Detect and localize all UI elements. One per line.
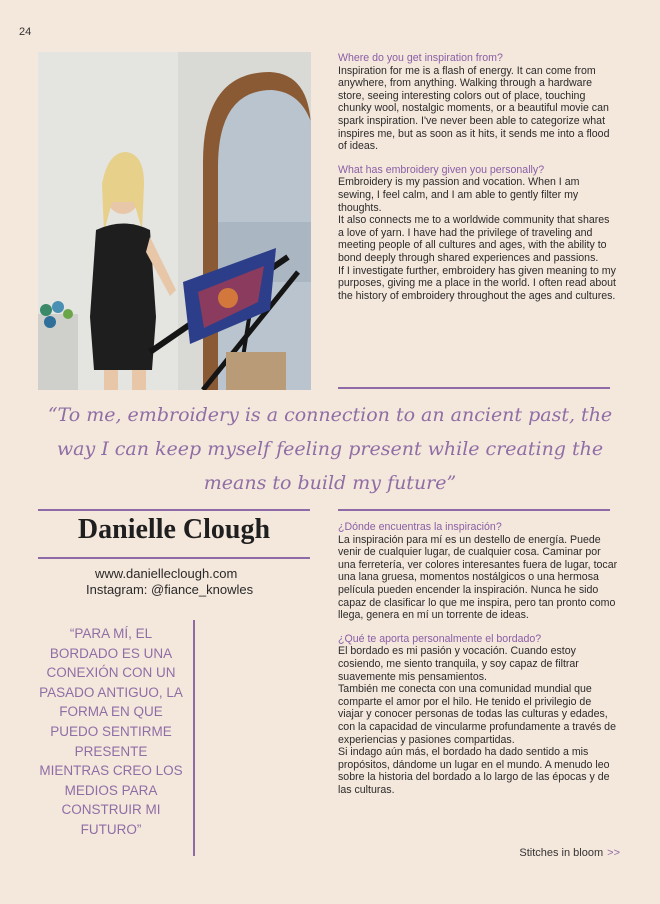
divider-spanish-top	[338, 509, 610, 511]
answer-embroidery-en-p1: Embroidery is my passion and vocation. When I am sewing, I feel calm, and I am able to gently filter my thoughts.	[338, 176, 580, 214]
answer-embroidery-es-p3: Si indago aún más, el bordado ha dado sentido a mis propósitos, dándome un lugar en el mundo. A menudo leo sobre la historia del bordado a lo largo de las épocas y de las culturas.	[338, 746, 610, 796]
divider-top	[338, 387, 610, 389]
question-inspiration-es: ¿Dónde encuentras la inspiración?	[338, 521, 502, 533]
footer-label: Stitches in bloom	[519, 847, 604, 859]
answer-embroidery-en-p3: If I investigate further, embroidery has given meaning to my purposes, giving me a place in the world. I often read about the history of embroidery throughout the ages and cultures.	[338, 264, 616, 302]
question-embroidery-en: What has embroidery given you personally?	[338, 163, 545, 176]
next-page-arrow-icon[interactable]: >>	[607, 847, 620, 859]
vertical-divider	[193, 620, 195, 856]
author-instagram[interactable]: Instagram: @fiance_knowles	[86, 582, 254, 597]
interview-spanish	[338, 521, 618, 796]
footer-section-label	[519, 847, 620, 859]
divider-name-bottom	[38, 557, 310, 559]
answer-inspiration-en: Inspiration for me is a flash of energy. It can come from anywhere, from anything. Walking through a hardware store, seeing interesting colors out of place, touching chunky wool, nostalgic moments, or a beautiful movie can spark inspiration. I've never been able to categorize what inspires me, but as soon as it hits, it sends me into a flood of ideas.	[338, 64, 610, 153]
question-inspiration-en: Where do you get inspiration from?	[338, 52, 503, 64]
author-name: Danielle Clough	[77, 514, 271, 545]
pull-quote-spanish: “PARA MÍ, EL BORDADO ES UNA CONEXIÓN CON UN PASADO ANTIGUO, LA FORMA EN QUE PUEDO SENTIRME PRESENTE MIENTRAS CREO LOS MEDIOS PARA CONSTRUIR MI FUTURO”	[39, 626, 183, 837]
answer-embroidery-es-p2: También me conecta con una comunidad mundial que comparte el amor por el hilo. He tenido el privilegio de viajar y conocer personas de todas las culturas y edades, con la capacidad de vincularme profundamente a través de experiencias y pasiones compartidas.	[338, 683, 616, 746]
interview-english	[338, 52, 618, 302]
answer-embroidery-en-p2: It also connects me to a worldwide community that shares a love of yarn. I have had the privilege of traveling and meeting people of all cultures and ages, with the ability to bond deeply through shared experiences and passions.	[338, 214, 610, 264]
answer-embroidery-es-p1: El bordado es mi pasión y vocación. Cuando estoy cosiendo, me siento tranquila, y soy capaz de filtrar suavemente mis pensamientos.	[338, 645, 579, 683]
answer-inspiration-es: La inspiración para mí es un destello de energía. Puede venir de cualquier lugar, de cualquier cosa. Caminar por una ferretería, ver colores interesantes fuera de lugar, tocar una lana gruesa, momentos nostálgicos o una hermosa película pueden encender la inspiración. Nunca he sido capaz de clasificar lo que me inspira, pero tan pronto como llega, genera en mí un torrente de ideas.	[338, 533, 618, 622]
portrait-photo	[38, 52, 311, 390]
page-number: 24	[19, 26, 32, 38]
question-embroidery-es: ¿Qué te aporta personalmente el bordado?	[338, 632, 542, 645]
pull-quote-english: “To me, embroidery is a connection to an ancient past, the way I can keep myself feeling present while creating the means to build my future”	[47, 404, 613, 494]
author-website[interactable]: www.danielleclough.com	[95, 566, 238, 581]
divider-name-top	[38, 509, 310, 511]
author-contact	[38, 566, 378, 598]
